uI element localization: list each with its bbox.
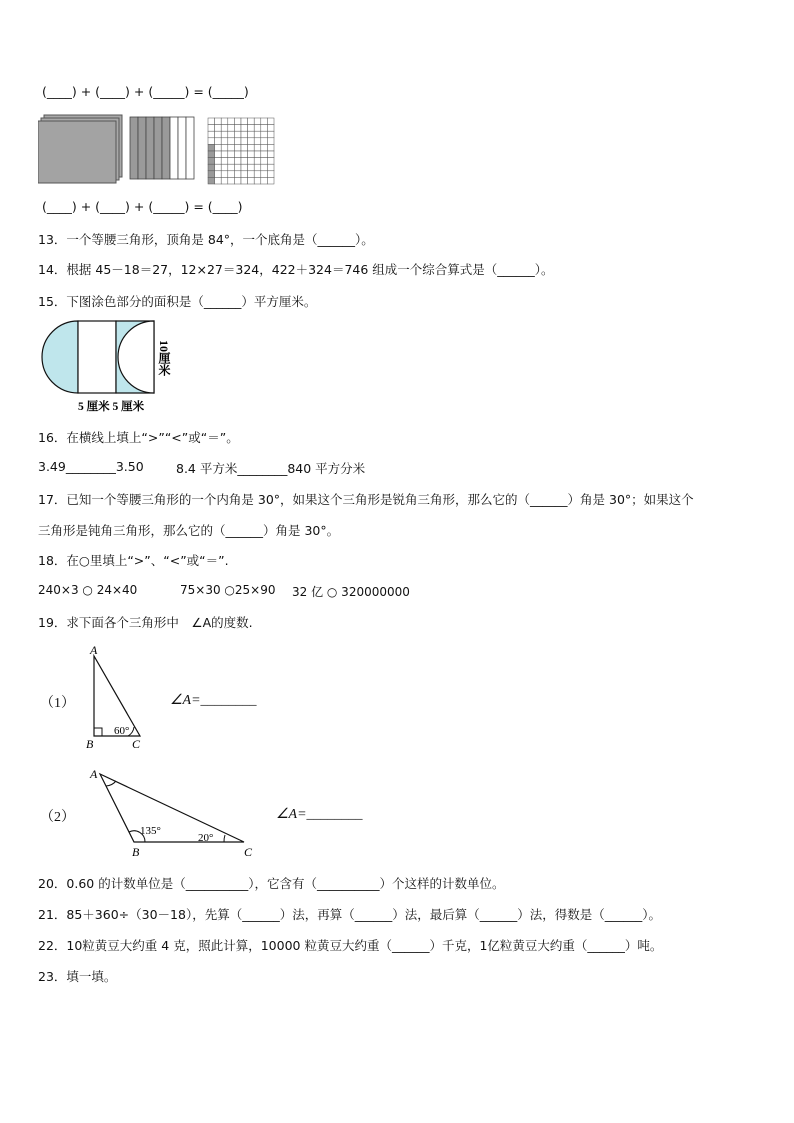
grid-cell (248, 151, 255, 158)
white-rectangle (78, 321, 116, 393)
grid-cell (254, 125, 261, 132)
grid-cell (228, 158, 235, 165)
question-18: 18．在○里填上“>”、“<”或“＝”. (38, 553, 229, 568)
question-14: 14．根据 45－18＝27，12×27＝324，422＋324＝746 组成一个综合算式是（______）。 (38, 262, 554, 277)
grid-cell (208, 164, 215, 171)
grid-cell (208, 125, 215, 132)
grid-cell (234, 131, 241, 138)
vertex-a-label: A (90, 767, 98, 781)
grid-cell (254, 151, 261, 158)
angle-b-label: 135° (140, 825, 161, 837)
grid-cell (208, 158, 215, 165)
grid-cell (215, 144, 222, 151)
grid-cell (261, 118, 268, 125)
grid-cell (221, 131, 228, 138)
grid-cell (215, 118, 222, 125)
question-17-line-2: 三角形是钝角三角形，那么它的（______）角是 30°。 (38, 523, 340, 538)
grid-cell (248, 164, 255, 171)
grid-cell (248, 177, 255, 184)
q15-shaded-area-figure (38, 318, 178, 416)
grid-cell (215, 125, 222, 132)
question-16: 16．在横线上填上“>”“<”或“＝”。 (38, 430, 239, 445)
grid-cell (234, 138, 241, 145)
grid-cell (267, 144, 274, 151)
vertex-a-label: A (90, 644, 98, 657)
grid-cell (228, 125, 235, 132)
grid-cell (221, 118, 228, 125)
grid-cell (228, 138, 235, 145)
grid-cell (208, 138, 215, 145)
grid-cell (215, 164, 222, 171)
grid-cell (267, 164, 274, 171)
grid-cell (248, 118, 255, 125)
question-22: 22．10粒黄豆大约重 4 克，照此计算，10000 粒黄豆大约重（______）千克，1亿粒黄豆大约重（______）吨。 (38, 938, 663, 953)
blocks-equation-bottom: (____) + (____) + (_____) = (____) (42, 199, 243, 214)
q18-item-1: 240×3 ○ 24×40 (38, 583, 138, 597)
grid-cell (261, 171, 268, 178)
angle-c-label: 60° (114, 725, 130, 737)
grid-cell (261, 131, 268, 138)
side-length-label: 10厘米 (157, 340, 171, 376)
grid-cell (241, 164, 248, 171)
grid-cell (221, 138, 228, 145)
grid-cell (228, 164, 235, 171)
grid-cell (234, 118, 241, 125)
grid-cell (208, 131, 215, 138)
vertex-b-label: B (86, 737, 94, 750)
grid-cell (261, 138, 268, 145)
grid-cell (267, 131, 274, 138)
grid-cell (241, 171, 248, 178)
ten-rod (146, 117, 154, 179)
grid-cell (221, 125, 228, 132)
grid-cell (228, 171, 235, 178)
grid-cell (248, 158, 255, 165)
grid-cell (234, 144, 241, 151)
grid-cell (221, 177, 228, 184)
grid-cell (241, 138, 248, 145)
grid-cell (221, 151, 228, 158)
grid-cell (261, 151, 268, 158)
hundred-grid-partial (208, 118, 274, 184)
grid-cell (215, 158, 222, 165)
grid-cell (241, 125, 248, 132)
grid-cell (208, 151, 215, 158)
q16-item-2: 8.4 平方米________840 平方分米 (176, 461, 366, 476)
ten-rod (186, 117, 194, 179)
angle-c-label: 20° (198, 832, 214, 844)
ten-rod (138, 117, 146, 179)
grid-cell (267, 125, 274, 132)
grid-cell (248, 125, 255, 132)
q19-fig1-answer: ∠A=________ (170, 693, 257, 708)
grid-cell (234, 171, 241, 178)
grid-cell (261, 177, 268, 184)
grid-cell (261, 164, 268, 171)
question-20: 20．0.60 的计数单位是（__________），它含有（__________）个这样的计数单位。 (38, 876, 505, 891)
grid-cell (221, 171, 228, 178)
grid-cell (215, 151, 222, 158)
hundred-flats (38, 115, 122, 183)
grid-cell (254, 171, 261, 178)
grid-cell (248, 138, 255, 145)
grid-cell (228, 118, 235, 125)
q19-triangle-1 (84, 644, 154, 750)
base-ten-blocks-figure (38, 113, 283, 185)
q19-fig2-answer: ∠A=________ (276, 807, 363, 822)
grid-cell (208, 177, 215, 184)
question-23: 23．填一填。 (38, 969, 117, 984)
ten-rod (130, 117, 138, 179)
grid-cell (254, 164, 261, 171)
grid-cell (261, 144, 268, 151)
ten-rod (154, 117, 162, 179)
grid-cell (208, 118, 215, 125)
grid-cell (254, 118, 261, 125)
grid-cell (267, 158, 274, 165)
q18-item-3: 32 亿 ○ 320000000 (292, 585, 410, 599)
grid-cell (234, 125, 241, 132)
question-13: 13．一个等腰三角形，顶角是 84°，一个底角是（______）。 (38, 232, 374, 247)
grid-cell (241, 118, 248, 125)
grid-cell (254, 138, 261, 145)
ten-rod (170, 117, 178, 179)
question-21: 21．85＋360÷（30－18），先算（______）法，再算（______）法，最后算（______）法，得数是（______）。 (38, 907, 661, 922)
grid-cell (241, 158, 248, 165)
grid-cell (228, 151, 235, 158)
grid-cell (215, 171, 222, 178)
q19-triangle-2 (86, 764, 266, 860)
grid-cell (215, 131, 222, 138)
ten-rod (162, 117, 170, 179)
left-half-circle-shaded (42, 321, 78, 393)
q16-item-1: 3.49________3.50 (38, 459, 144, 474)
grid-cell (261, 158, 268, 165)
vertex-b-label: B (132, 845, 140, 859)
grid-cell (254, 158, 261, 165)
grid-cell (241, 177, 248, 184)
vertex-c-label: C (132, 737, 141, 750)
grid-cell (234, 151, 241, 158)
q18-item-2: 75×30 ○25×90 (180, 583, 276, 597)
grid-cell (267, 151, 274, 158)
bottom-length-labels: 5 厘米 5 厘米 (78, 401, 145, 413)
grid-cell (248, 144, 255, 151)
question-15: 15．下图涂色部分的面积是（______）平方厘米。 (38, 294, 317, 309)
grid-cell (228, 131, 235, 138)
q19-fig1-label: （1） (40, 696, 75, 711)
grid-cell (261, 125, 268, 132)
blocks-equation-top: (____) + (____) + (_____) = (_____) (42, 84, 249, 99)
question-17-line-1: 17．已知一个等腰三角形的一个内角是 30°，如果这个三角形是锐角三角形，那么它的（______）角是 30°；如果这个 (38, 492, 694, 507)
grid-cell (221, 164, 228, 171)
grid-cell (208, 144, 215, 151)
grid-cell (215, 177, 222, 184)
ten-rods (130, 117, 194, 179)
grid-cell (241, 131, 248, 138)
grid-cell (208, 171, 215, 178)
grid-cell (228, 177, 235, 184)
grid-cell (241, 151, 248, 158)
grid-cell (221, 158, 228, 165)
vertex-c-label: C (244, 845, 253, 859)
grid-cell (234, 164, 241, 171)
q19-fig2-label: （2） (40, 810, 75, 825)
grid-cell (221, 144, 228, 151)
grid-cell (254, 144, 261, 151)
grid-cell (234, 158, 241, 165)
grid-cell (254, 177, 261, 184)
grid-cell (248, 131, 255, 138)
grid-cell (215, 138, 222, 145)
grid-cell (228, 144, 235, 151)
grid-cell (248, 171, 255, 178)
grid-cell (267, 118, 274, 125)
ten-rod (178, 117, 186, 179)
grid-cell (234, 177, 241, 184)
grid-cell (267, 138, 274, 145)
grid-cell (267, 177, 274, 184)
grid-cell (254, 131, 261, 138)
grid-cell (241, 144, 248, 151)
grid-cell (267, 171, 274, 178)
question-19: 19．求下面各个三角形中 ∠A的度数. (38, 615, 253, 630)
